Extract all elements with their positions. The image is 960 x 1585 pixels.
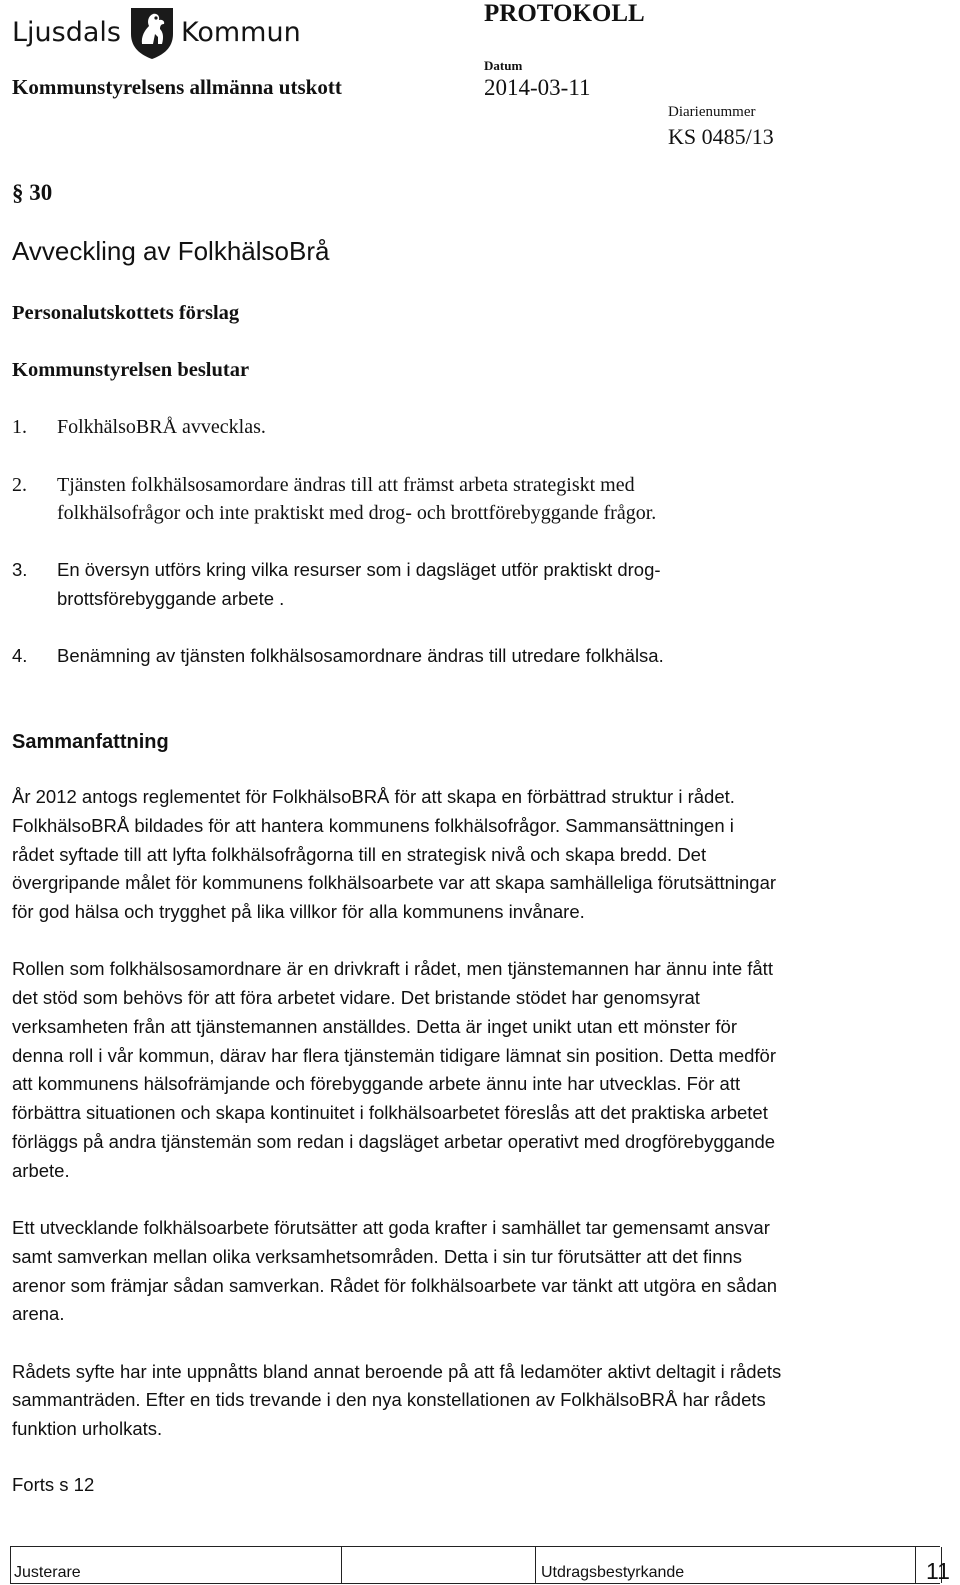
- footer-signature-table: [10, 1546, 940, 1584]
- summary-line: sammanträden. Efter en tids trevande i den nya konstellationen av FolkhälsoBRÅ har rådets: [12, 1389, 766, 1410]
- decision-heading: Kommunstyrelsen beslutar: [12, 359, 250, 381]
- summary-line: verksamheten från att tjänstemannen anställdes. Detta är inget unikt utan ett mönster för: [12, 1016, 737, 1037]
- summary-line: FolkhälsoBRÅ bildades för att hantera kommunens folkhälsofrågor. Sammansättningen i: [12, 815, 734, 836]
- decision-text: Benämning av tjänsten folkhälsosamordnare ändras till utredare folkhälsa.: [57, 645, 664, 666]
- signature-cell: [341, 1547, 535, 1583]
- summary-line: Rollen som folkhälsosamordnare är en drivkraft i rådet, men tjänstemannen har ännu inte fått: [12, 958, 773, 979]
- summary-line: samt samverkan mellan olika verksamhetsområden. Detta i sin tur förutsätter att det finns: [12, 1246, 743, 1267]
- decision-text: En översyn utförs kring vilka resurser som i dagsläget utför praktiskt drog-: [57, 559, 661, 580]
- municipality-name-left: Ljusdals: [12, 16, 121, 48]
- summary-line: Ett utvecklande folkhälsoarbete förutsätter att goda krafter i samhället tar gemensamt ansvar: [12, 1217, 770, 1238]
- registration-number: KS 0485/13: [668, 124, 774, 149]
- date-label: Datum: [484, 58, 523, 73]
- decision-number: 3.: [12, 559, 28, 580]
- decision-text: Tjänsten folkhälsosamordare ändras till att främst arbeta strategiskt med: [57, 474, 635, 496]
- adjusters-label: Justerare: [14, 1564, 81, 1581]
- summary-heading: Sammanfattning: [12, 731, 169, 753]
- committee-name: Kommunstyrelsens allmänna utskott: [12, 75, 342, 99]
- decision-item: [12, 416, 266, 439]
- proposal-heading: Personalutskottets förslag: [12, 302, 240, 324]
- decision-number: 4.: [12, 645, 28, 666]
- decision-item: [12, 559, 661, 581]
- paragraph-number: § 30: [12, 180, 53, 205]
- certification-cell: [535, 1547, 914, 1583]
- summary-line: att kommunens hälsofrämjande och förebyggande arbete ännu inte har utvecklas. För att: [12, 1073, 741, 1094]
- summary-line: Rådets syfte har inte uppnåtts bland annat beroende på att få ledamöter aktivt deltagit i rådets: [12, 1361, 782, 1382]
- summary-line: funktion urholkats.: [12, 1418, 163, 1439]
- summary-line: förläggs på andra tjänstemän som redan i dagsläget arbetar operativt med drogförebyggande: [12, 1131, 776, 1152]
- registration-label: Diarienummer: [668, 104, 756, 120]
- decision-item: [12, 474, 635, 497]
- meeting-date: 2014-03-11: [484, 75, 591, 100]
- summary-line: rådet syftade till att lyfta folkhälsofrågorna till en strategisk nivå och skapa bredd. Det: [12, 844, 707, 865]
- certification-label: Utdragsbestyrkande: [541, 1564, 685, 1581]
- decision-number: 2.: [12, 474, 27, 496]
- decision-number: 1.: [12, 416, 27, 438]
- summary-line: förbättra situationen och skapa kontinuitet i folkhälsoarbetet föreslås att det praktiska arbetet: [12, 1102, 768, 1123]
- municipality-name-right: Kommun: [180, 16, 301, 48]
- decision-item: [12, 645, 664, 667]
- summary-line: övergripande målet för kommunens folkhälsoarbete var att skapa samhälleliga förutsättningar: [12, 872, 777, 893]
- page-number: 11: [926, 1558, 950, 1584]
- document-type: PROTOKOLL: [484, 0, 645, 27]
- summary-line: för god hälsa och trygghet på lika villkor för alla kommunens invånare.: [12, 901, 585, 922]
- decision-text-continued: brottsförebyggande arbete .: [57, 588, 285, 609]
- summary-line: arbete.: [12, 1160, 70, 1181]
- summary-line: År 2012 antogs reglementet för FolkhälsoBRÅ för att skapa en förbättrad struktur i rådet.: [12, 786, 735, 807]
- summary-line: det stöd som behövs för att föra arbetet vidare. Det bristande stödet har genomsyrat: [12, 987, 700, 1008]
- summary-line: denna roll i vår kommun, därav har flera tjänstemän tidigare lämnat sin position. Detta medför: [12, 1045, 777, 1066]
- adjusters-cell: [10, 1547, 342, 1583]
- decision-text: FolkhälsoBRÅ avvecklas.: [57, 416, 266, 438]
- municipality-logo: [12, 2, 301, 62]
- summary-line: arena.: [12, 1303, 65, 1324]
- page-title: Avveckling av FolkhälsoBrå: [12, 236, 330, 266]
- continuation-note: Forts s 12: [12, 1474, 95, 1495]
- decision-text-continued: folkhälsofrågor och inte praktiskt med drog- och brottförebyggande frågor.: [57, 502, 657, 524]
- coat-of-arms-icon: [127, 4, 177, 60]
- summary-line: arenor som främjar sådan samverkan. Rådet för folkhälsoarbete var tänkt att utgöra en sådan: [12, 1275, 778, 1296]
